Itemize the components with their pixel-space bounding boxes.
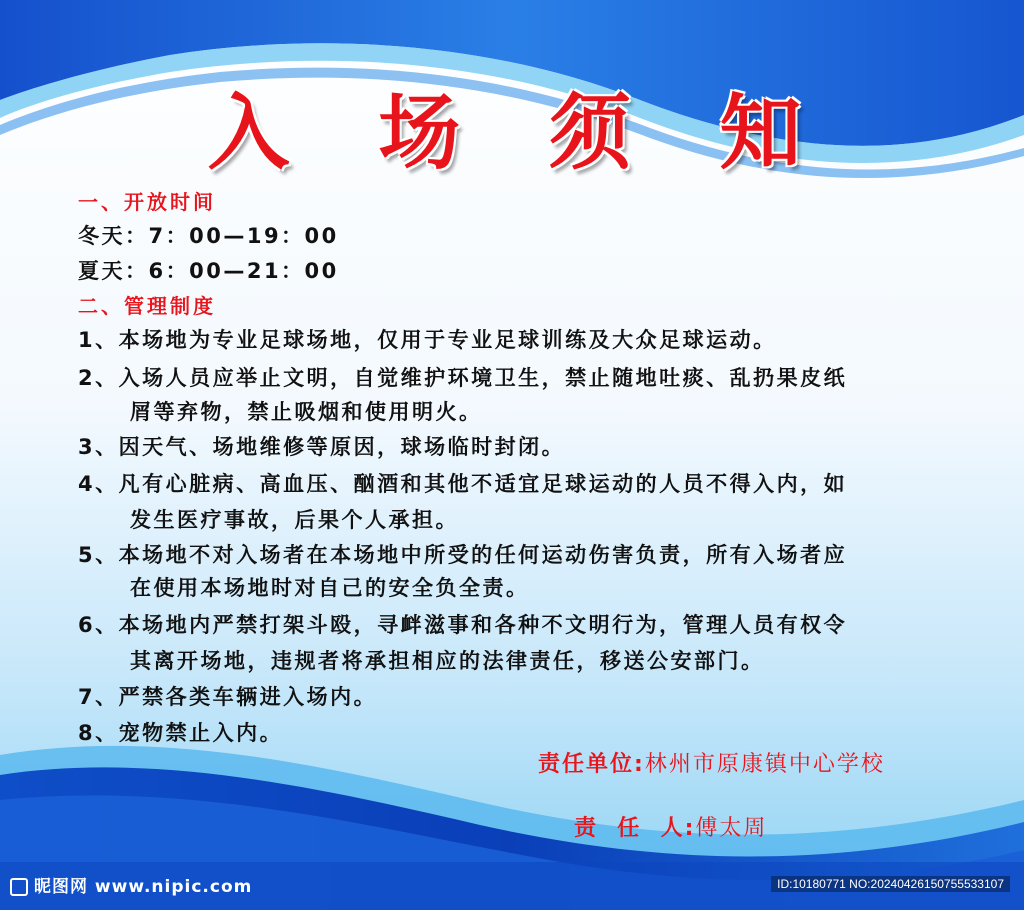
responsible-unit-label: 责任单位: xyxy=(538,752,645,777)
rule-2: 2、入场人员应举止文明，自觉维护环境卫生，禁止随地吐痰、乱扔果皮纸 xyxy=(78,366,848,390)
watermark-id: ID:10180771 NO:20240426150755533107 xyxy=(771,876,1010,892)
responsible-person xyxy=(538,786,767,867)
rule-5-continued: 在使用本场地时对自己的安全负全责。 xyxy=(130,576,530,600)
section-opening-hours-heading: 一、开放时间 xyxy=(78,190,216,214)
responsible-person-value: 傅太周 xyxy=(695,816,768,841)
rule-2-continued: 屑等弃物，禁止吸烟和使用明火。 xyxy=(130,400,483,424)
rule-1: 1、本场地为专业足球场地，仅用于专业足球训练及大众足球运动。 xyxy=(78,328,777,352)
section-rules-heading: 二、管理制度 xyxy=(78,294,216,318)
logo-mark-icon xyxy=(10,878,28,896)
rule-4-continued: 发生医疗事故，后果个人承担。 xyxy=(130,508,459,532)
rule-6: 6、本场地内严禁打架斗殴，寻衅滋事和各种不文明行为，管理人员有权令 xyxy=(78,613,848,637)
winter-hours: 冬天：7：00—19：00 xyxy=(78,224,339,248)
page-title: 入 场 须 知 xyxy=(207,86,832,181)
watermark-logo-text: 昵图网 www.nipic.com xyxy=(34,877,253,897)
rule-4: 4、凡有心脏病、高血压、酗酒和其他不适宜足球运动的人员不得入内，如 xyxy=(78,472,848,496)
rule-6-continued: 其离开场地，违规者将承担相应的法律责任，移送公安部门。 xyxy=(130,649,765,673)
responsible-person-label: 责 任 人: xyxy=(573,816,696,841)
rule-5: 5、本场地不对入场者在本场地中所受的任何运动伤害负责，所有入场者应 xyxy=(78,543,848,567)
summer-hours: 夏天：6：00—21：00 xyxy=(78,259,339,283)
watermark-logo xyxy=(10,872,252,897)
rule-3: 3、因天气、场地维修等原因，球场临时封闭。 xyxy=(78,435,566,459)
rule-7: 7、严禁各类车辆进入场内。 xyxy=(78,685,378,709)
responsible-unit-value: 林州市原康镇中心学校 xyxy=(644,752,885,777)
responsible-unit xyxy=(538,747,885,778)
rule-8: 8、宠物禁止入内。 xyxy=(78,721,284,745)
